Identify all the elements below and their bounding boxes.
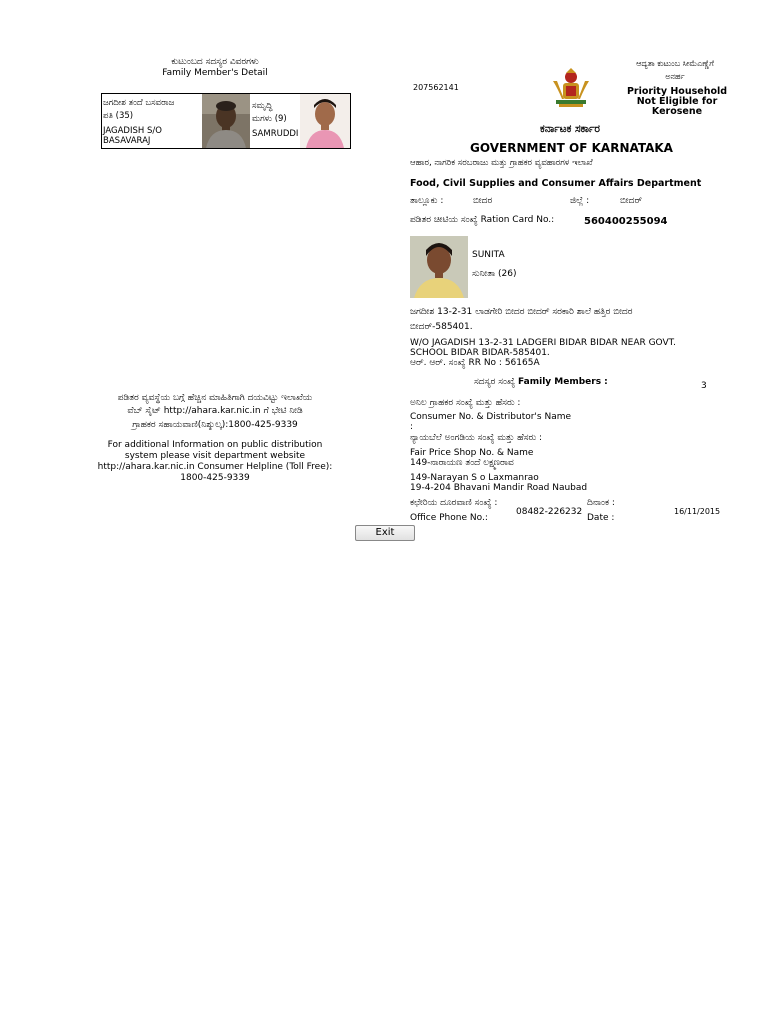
rr-number: ಆರ್. ಆರ್. ಸಂಖ್ಯೆ RR No : 56165A (410, 358, 540, 368)
priority-status: Priority Household Not Eligible for Kerosene (626, 86, 728, 117)
member-1-name-en-2: BASAVARAJ (103, 136, 151, 146)
family-title (120, 57, 310, 79)
consumer-label-kn: ಅನಿಲ ಗ್ರಾಹಕರ ಸಂಖ್ಯೆ ಮತ್ತು ಹೆಸರು : (410, 398, 521, 408)
district-value: ಬೀದರ್ (620, 196, 643, 206)
fps-name-kn: 149-ನಾರಾಯಣ ತಂದೆ ಲಕ್ಷ್ಮಣರಾವ (410, 458, 514, 468)
priority-kn-2: ಅನರ್ಹ (665, 72, 685, 81)
family-title-en: Family Member's Detail (162, 68, 268, 78)
fps-address: 19-4-204 Bhavani Mandir Road Naubad (410, 483, 588, 493)
family-members-label-kn: ಸದಸ್ಯರ ಸಂಖ್ಯೆ (474, 377, 516, 387)
government-title-kn: ಕರ್ನಾಟಕ ಸರ್ಕಾರ (540, 123, 600, 135)
date-value: 16/11/2015 (674, 507, 721, 516)
helpline-kn-line-3: ಗ್ರಾಹಕರ ಸಹಾಯವಾಣಿ(ನಿಶ್ಶುಲ್ಕ):1800-425-9339 (132, 420, 298, 430)
member-2-name-en: SAMRUDDI (252, 129, 299, 139)
address-en-line-1: W/O JAGADISH 13-2-31 LADGERI BIDAR BIDAR NEAR GOVT. (410, 338, 676, 348)
card-serial-number: 207562141 (413, 83, 459, 92)
address-kn-line-1: ಜಗದೀಶ 13-2-31 ಲಾಡಗೇರಿ ಬೀದರ ಬೀದರ್ ಸರಕಾರಿ ಶಾಲೆ ಹತ್ತಿರ ಬೀದರ (410, 307, 633, 317)
district-label: ಜಿಲ್ಲೆ : (570, 196, 590, 206)
ration-card-label: ಪಡಿತರ ಚೀಟಿಯ ಸಂಖ್ಯೆ Ration Card No.: (410, 215, 555, 225)
consumer-label: Consumer No. & Distributor's Name (410, 412, 572, 422)
priority-kn: ಆದ್ಯತಾ ಕುಟುಂಬ ಸೀಮೆಎಣ್ಣೆಗೆ (636, 59, 714, 68)
taluk-label: ತಾಲ್ಲೂಕು : (410, 196, 444, 206)
helpline-info-en: For additional Information on public distribution system please visit department website http://ahara.kar.nic.in Consumer Helpline (Toll Free): 1800-425-9339 (97, 440, 333, 483)
card-holder-photo (410, 236, 468, 298)
address-en-line-2: SCHOOL BIDAR BIDAR-585401. (410, 348, 550, 358)
family-members-label-en: Family Members : (518, 377, 608, 387)
member-2-name-kn: ಸಮೃದ್ಧಿ (252, 101, 273, 111)
taluk-value: ಬೀದರ (473, 196, 493, 206)
member-2-relation: ಮಗಳು (9) (252, 114, 287, 124)
card-holder-name-kn: ಸುನೀತಾ (26) (472, 269, 517, 279)
exit-button[interactable]: Exit (355, 525, 415, 541)
office-phone-value: 08482-226232 (516, 507, 583, 517)
karnataka-emblem-icon (550, 67, 592, 109)
date-label: Date : (587, 513, 615, 523)
address-kn-line-2: ಬೀದರ್-585401. (410, 322, 473, 332)
member-2-photo (300, 94, 350, 148)
fps-label: Fair Price Shop No. & Name (410, 448, 534, 458)
helpline-info-kn (90, 393, 340, 431)
member-1-name-kn: ಜಗದೀಶ ತಂದೆ ಬಸವರಾಜ (103, 98, 175, 108)
ration-card-number: 560400255094 (584, 216, 668, 227)
helpline-kn-line-1: ಪಡಿತರ ವ್ಯವಸ್ಥೆಯ ಬಗ್ಗೆ ಹೆಚ್ಚಿನ ಮಾಹಿತಿಗಾಗಿ ದಯವಿಟ್ಟು ಇಲಾಖೆಯ (117, 393, 313, 403)
member-1-photo (202, 94, 250, 148)
member-1-relation: ಪತಿ (35) (103, 111, 134, 121)
fps-name: 149-Narayan S o Laxmanrao (410, 473, 539, 483)
office-phone-label: Office Phone No.: (410, 513, 488, 523)
department-name: Food, Civil Supplies and Consumer Affairs Department (410, 178, 702, 189)
department-name-kn: ಆಹಾರ, ನಾಗರಿಕ ಸರಬರಾಜು ಮತ್ತು ಗ್ರಾಹಕರ ವ್ಯವಹಾರಗಳ ಇಲಾಖೆ (410, 158, 593, 168)
consumer-value: : (410, 422, 414, 432)
government-title: GOVERNMENT OF KARNATAKA (470, 141, 673, 155)
date-label-kn: ದಿನಾಂಕ : (587, 498, 615, 508)
member-1-name-en: JAGADISH S/O (103, 126, 162, 136)
helpline-kn-line-2: ವೆಬ್ ಸೈಟ್ http://ahara.kar.nic.in ಗೆ ಭೇಟಿ ನೀಡಿ (127, 406, 303, 416)
family-members-table (101, 93, 351, 149)
fps-label-kn: ನ್ಯಾಯಬೆಲೆ ಅಂಗಡಿಯ ಸಂಖ್ಯೆ ಮತ್ತು ಹೆಸರು : (410, 433, 543, 443)
card-holder-name: SUNITA (472, 250, 505, 260)
office-phone-label-kn: ಕಛೇರಿಯ ದೂರವಾಣಿ ಸಂಖ್ಯೆ : (410, 498, 498, 508)
family-members-label (474, 377, 608, 388)
family-members-count: 3 (701, 381, 707, 391)
family-title-kn: ಕುಟುಂಬದ ಸದಸ್ಯರ ವಿವರಗಳು (171, 57, 259, 67)
